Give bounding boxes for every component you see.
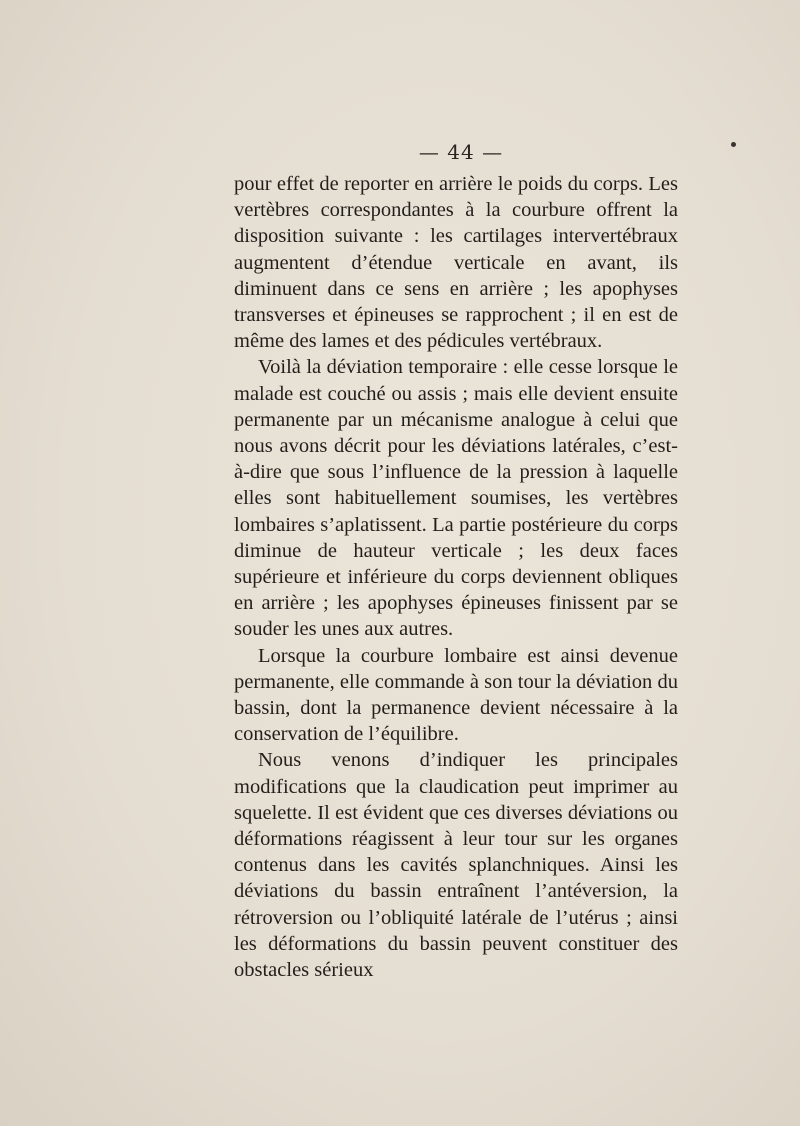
- body-text: [234, 171, 678, 983]
- paragraph-1: pour effet de reporter en arrière le poids du corps. Les vertèbres correspondantes à la courbure offrent la disposition suivante : les cartilages intervertébraux augmentent d’étendue verticale en avant, ils diminuent dans ce sens en arrière ; les apophyses transverses et épineuses se rapprochent ; il en est de même des lames et des pédicules vertébraux.: [234, 173, 678, 353]
- paragraph-4: Nous venons d’indiquer les principales modifications que la claudication peut imprimer au squelette. Il est évident que ces diverses déviations ou déformations réagissent à leur tour sur les organes contenus dans les cavités splanchniques. Ainsi les déviations du bassin entraînent l’antéversion, la rétroversion ou l’obliquité latérale de l’utérus ; ainsi les déformations du bassin peuvent constituer des obstacles sérieux: [234, 749, 678, 982]
- paragraph-2: Voilà la déviation temporaire : elle cesse lorsque le malade est couché ou assis ; mais elle devient ensuite permanente par un mécanisme analogue à celui que nous avons décrit pour les déviations latérales, c’est-à-dire que sous l’influence de la pression à laquelle elles sont habituellement soumises, les vertèbres lombaires s’aplatissent. La partie postérieure du corps diminue de hauteur verticale ; les deux faces supérieure et inférieure du corps deviennent obliques en arrière ; les apophyses épineuses finissent par se souder les unes aux autres.: [234, 356, 678, 641]
- ink-speck: [731, 142, 736, 147]
- paragraph-3: Lorsque la courbure lombaire est ainsi devenue permanente, elle commande à son tour la déviation du bassin, dont la permanence devient nécessaire à la conservation de l’équilibre.: [234, 644, 678, 746]
- page-number: — 44 —: [418, 140, 504, 164]
